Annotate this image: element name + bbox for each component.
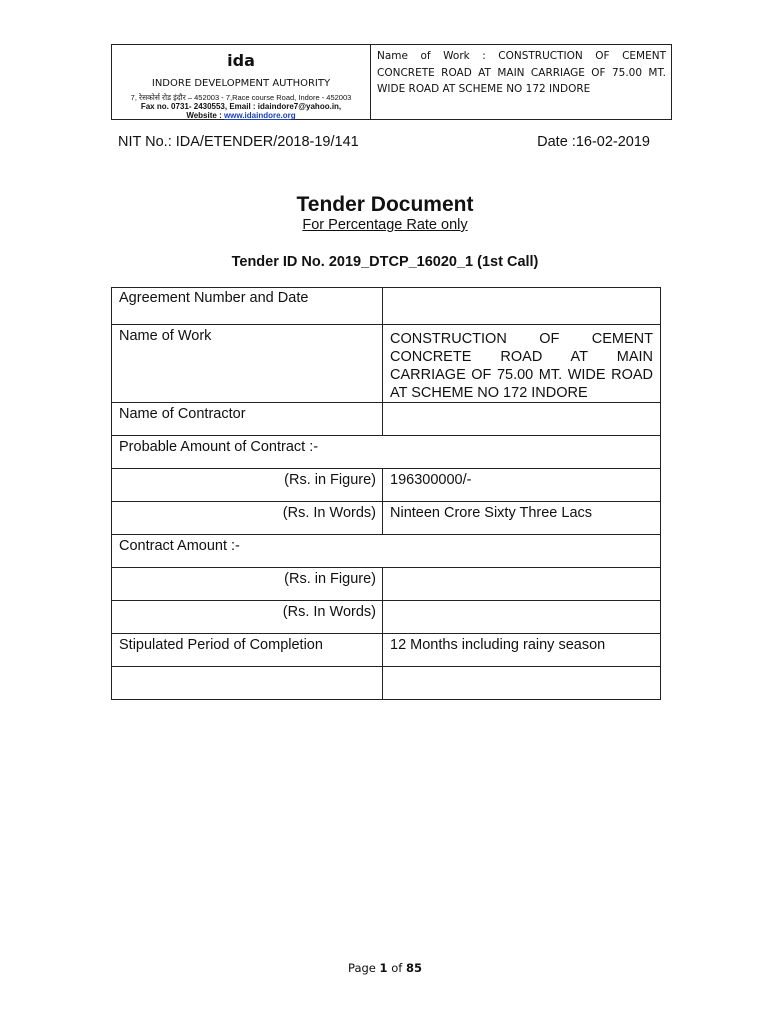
document-date: Date :16-02-2019 <box>537 134 650 150</box>
contract-amount-label: Contract Amount :- <box>112 535 661 568</box>
authority-name: INDORE DEVELOPMENT AUTHORITY <box>151 78 331 89</box>
table-row <box>112 667 661 700</box>
table-row <box>112 403 661 436</box>
website-link[interactable]: www.idaindore.org <box>223 111 296 120</box>
blank-label <box>112 667 383 700</box>
work-value: CONSTRUCTION OF CEMENT CONCRETE ROAD AT MAIN CARRIAGE OF 75.00 MT. WIDE ROAD AT SCHEME NO 172 INDORE <box>383 325 661 403</box>
table-row <box>112 288 661 325</box>
contract-words-value <box>383 601 661 634</box>
page-current: 1 <box>379 961 388 975</box>
period-label: Stipulated Period of Completion <box>112 634 383 667</box>
probable-figure-label: (Rs. in Figure) <box>112 469 383 502</box>
contractor-label: Name of Contractor <box>112 403 383 436</box>
work-label: Name of Work <box>112 325 383 403</box>
authority-address: 7, रेसकोर्स रोड इंदौर – 452003 - 7,Race course Road, Indore - 452003 <box>130 93 352 102</box>
letterhead-box <box>111 44 672 120</box>
page-subtitle: For Percentage Rate only <box>302 217 468 233</box>
table-row <box>112 502 661 535</box>
table-row <box>112 436 661 469</box>
authority-website <box>112 111 370 120</box>
contractor-value <box>383 403 661 436</box>
agreement-value <box>383 288 661 325</box>
period-value: 12 Months including rainy season <box>383 634 661 667</box>
table-row <box>112 634 661 667</box>
contract-figure-value <box>383 568 661 601</box>
agreement-label: Agreement Number and Date <box>112 288 383 325</box>
page-of: of <box>387 961 406 975</box>
probable-words-label: (Rs. In Words) <box>112 502 383 535</box>
table-row <box>112 601 661 634</box>
page-title: Tender Document <box>296 193 474 216</box>
ida-logo-text: ida <box>227 51 255 70</box>
page-total: 85 <box>405 961 422 975</box>
page-number <box>0 961 770 975</box>
probable-figure-value: 196300000/- <box>383 469 661 502</box>
probable-amount-label: Probable Amount of Contract :- <box>112 436 661 469</box>
nit-number: NIT No.: IDA/ETENDER/2018-19/141 <box>118 134 359 150</box>
tender-id: Tender ID No. 2019_DTCP_16020_1 (1st Call) <box>231 254 539 270</box>
table-row <box>112 325 661 403</box>
contract-figure-label: (Rs. in Figure) <box>112 568 383 601</box>
blank-value <box>383 667 661 700</box>
table-row <box>112 469 661 502</box>
table-row <box>112 568 661 601</box>
probable-words-value: Ninteen Crore Sixty Three Lacs <box>383 502 661 535</box>
tender-details-table <box>111 287 661 700</box>
table-row <box>112 535 661 568</box>
authority-block <box>112 45 371 119</box>
website-label: Website : <box>186 111 224 120</box>
page-prefix: Page <box>348 961 380 975</box>
authority-fax-email: Fax no. 0731- 2430553, Email : idaindore7@yahoo.in, <box>140 102 342 111</box>
header-name-of-work: Name of Work : CONSTRUCTION OF CEMENT CONCRETE ROAD AT MAIN CARRIAGE OF 75.00 MT. WIDE ROAD AT SCHEME NO 172 INDORE <box>377 50 666 95</box>
contract-words-label: (Rs. In Words) <box>112 601 383 634</box>
